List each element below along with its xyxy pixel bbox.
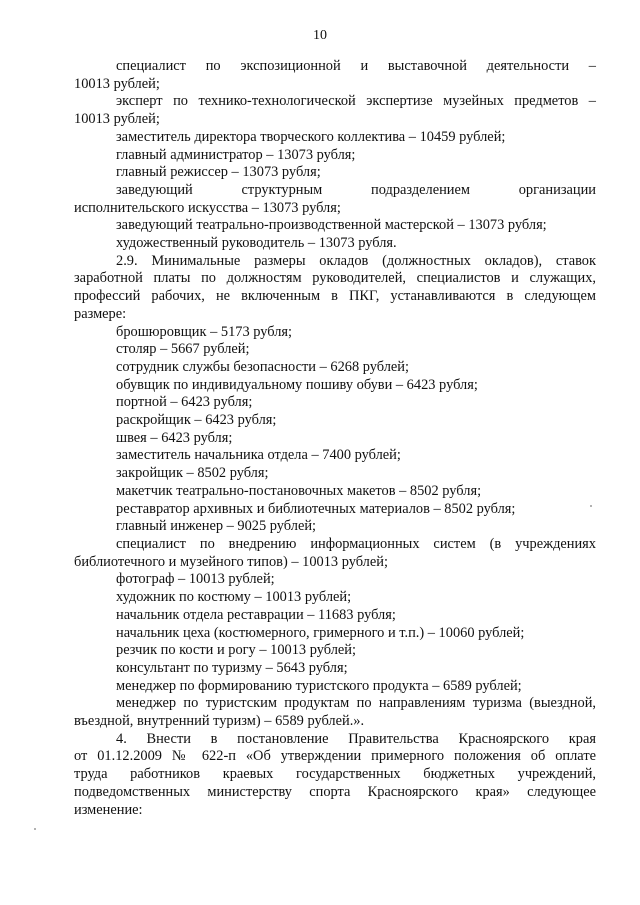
text-line: исполнительского искусства – 13073 рубля; [74, 199, 341, 216]
text-line: раскройщик – 6423 рубля; [116, 412, 277, 429]
text-line: закройщик – 8502 рубля; [116, 465, 269, 482]
text-line: художественный руководитель – 13073 рубля. [116, 235, 397, 252]
text-line: главный инженер – 9025 рублей; [116, 518, 317, 535]
page-number: 10 [313, 28, 327, 43]
text-line: столяр – 5667 рублей; [116, 341, 250, 358]
text-line: менеджер по туристским продуктам по направлениям туризма (выездной, [116, 695, 596, 712]
text-line: обувщик по индивидуальному пошиву обуви – 6423 рубля; [116, 376, 478, 393]
text-line: сотрудник службы безопасности – 6268 рублей; [116, 358, 409, 375]
text-line: эксперт по технико-технологической экспертизе музейных предметов – [116, 93, 596, 110]
text-line: изменение: [74, 801, 143, 818]
text-line: менеджер по формированию туристского продукта – 6589 рублей; [116, 677, 522, 694]
text-line: 4. Внести в постановление Правительства Красноярского края [116, 730, 596, 747]
text-line: заведующий театрально-производственной мастерской – 13073 рубля; [116, 217, 547, 234]
text-line: заведующий структурным подразделением организации [116, 181, 596, 198]
text-line: заработной платы по должностям руководителей, специалистов и служащих, [74, 270, 596, 287]
text-line: библиотечного и музейного типов) – 10013 рублей; [74, 553, 388, 570]
text-line: портной – 6423 рубля; [116, 394, 253, 411]
text-line: консультант по туризму – 5643 рубля; [116, 659, 348, 676]
text-line: художник по костюму – 10013 рублей; [116, 589, 352, 606]
scan-speck [34, 828, 36, 830]
text-line: от 01.12.2009 № 622-п «Об утверждении примерного положения об оплате [74, 748, 596, 765]
text-line: подведомственных министерству спорта Красноярского края» следующее [74, 783, 596, 800]
text-line: реставратор архивных и библиотечных материалов – 8502 рубля; [116, 500, 516, 517]
text-line: макетчик театрально-постановочных макетов – 8502 рубля; [116, 482, 482, 499]
text-line: заместитель директора творческого коллектива – 10459 рублей; [116, 128, 506, 145]
text-line: заместитель начальника отдела – 7400 рублей; [116, 447, 401, 464]
text-line: 2.9. Минимальные размеры окладов (должностных окладов), ставок [116, 252, 596, 269]
text-line: специалист по внедрению информационных систем (в учреждениях [116, 535, 596, 552]
text-line: въездной, внутренний туризм) – 6589 рублей.». [74, 713, 365, 730]
text-line: главный администратор – 13073 рубля; [116, 146, 356, 163]
text-line: специалист по экспозиционной и выставочной деятельности – [116, 58, 596, 74]
text-line: труда работников краевых государственных бюджетных учреждений, [74, 766, 596, 783]
scan-speck [590, 505, 592, 507]
text-line: главный режиссер – 13073 рубля; [116, 164, 321, 181]
text-line: брошюровщик – 5173 рубля; [116, 323, 293, 340]
text-line: начальник цеха (костюмерного, гримерного и т.п.) – 10060 рублей; [116, 624, 525, 641]
text-line: фотограф – 10013 рублей; [116, 571, 275, 588]
document-body [74, 58, 596, 819]
text-line: 10013 рублей; [74, 75, 160, 92]
text-line: профессий рабочих, не включенным в ПКГ, устанавливаются в следующем [74, 288, 596, 305]
text-line: размере: [74, 305, 127, 322]
text-line: начальник отдела реставрации – 11683 рубля; [116, 606, 396, 623]
text-line: швея – 6423 рубля; [116, 429, 233, 446]
text-line: резчик по кости и рогу – 10013 рублей; [116, 642, 356, 659]
text-line: 10013 рублей; [74, 111, 160, 128]
